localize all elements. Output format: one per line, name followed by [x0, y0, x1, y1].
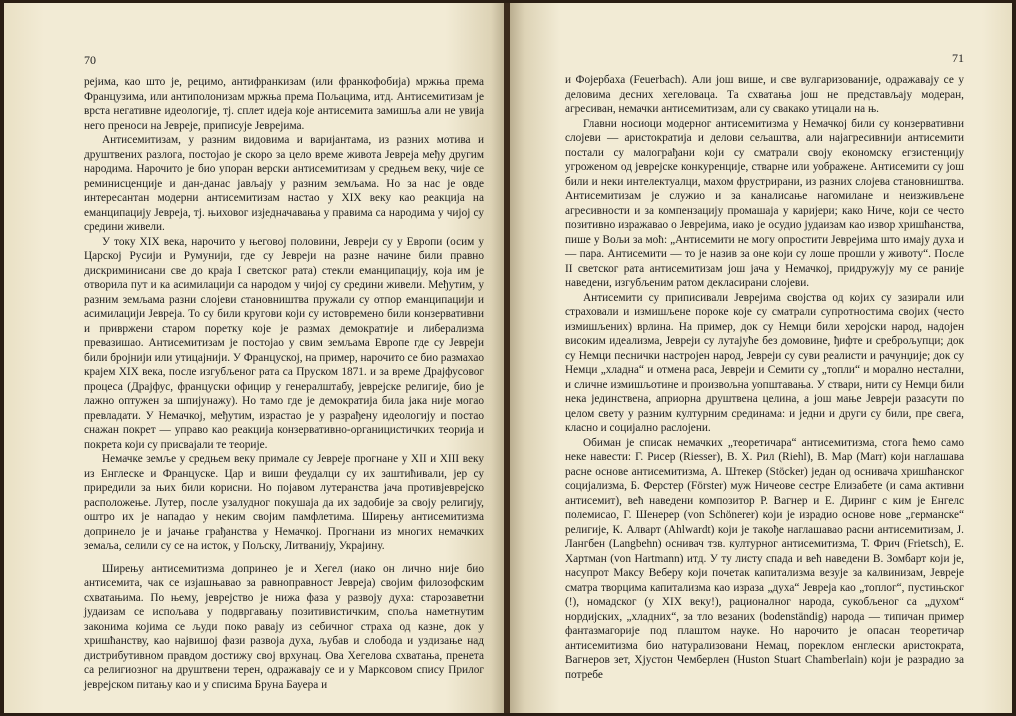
paragraph: Главни носиоци модерног антисемитизма у Немачкој били су конзервативни слојеви — аристократија и делови сељаштва, али најагресивнији антисемити постали су малограђани који су сматрали своју економску егзистенцију угроженом од јеврејске конкуренције, стварне или уображене. Антисемити су још били и неки интелектуалци, махом фрустрирани, из разних слојева становништва. Антисемитизам је служио и за каналисање нагомилане и неизживљене агресивности и за компензацију промашаја у каријери; како Ниче, који се често позитивно изражавао о Јеврејима, иако је осудио јудаизам као извор хришћанства, пише у Вољи за моћ: „Антисемити не могу опростити Јеврејима што имају духа и — пара. Антисемити — то је назив за оне који су лоше прошли у животу“. После II светског рата антисемитизам још јача у Немачкој, придружују му се раније наведени, изгубљеним ратом декласирани слојеви. [565, 117, 964, 289]
page-number-right: 71 [952, 51, 964, 65]
book-spread [4, 3, 1012, 713]
paragraph: Ширењу антисемитизма допринео је и Хегел (иако он лично није био антисемита, чак се изјашњавао за равноправност Јевреја) својим филозофским схватањима. По њему, јеврејство је нижа фаза у развоју духа: старозаветни јудаизам се испољава у подвргавању позитивистичким, споља наметнутим законима којима се људи поко равају из себичног страха од казне, док у хришћанству, као највишој фази развоја духа, љубав и слобода и уздизање над дистрибутивном правдом достижу свој врхунац. Ова Хегелова схватања, пренета са религиозног на друштвени терен, одражавају се и у Марксовом спису Прилог јеврејском питању као и у списима Бруна Бауера и [84, 562, 484, 691]
page-number-left: 70 [84, 53, 96, 67]
paragraph: Немачке земље у средњем веку примале су Јевреје прогнане у XII и XIII веку из Енглеске и Француске. Цар и виши феудалци су их заштићивали, јер су приредили за њих били корисни. Но појавом лутеранства јача противјеврејско расположење. Лутер, после узалудног покушаја да их задобије за своју религију, оштро их је нападао у неким својим памфлетима. Ширењу антисемитизма допринело је и јачање грађанства у Немачкој. Прогнани из многих немачких земаља, селили су се на исток, у Пољску, Литванију, Украјину. [84, 453, 484, 552]
right-page [510, 3, 1012, 713]
paragraph: Антисемити су приписивали Јеврејима својства од којих су зазирали или страховали и измишљене пороке које су сматрали супротностима својих (често измишљених) врлина. На пример, док су Немци били херојски народ, надојен високим идеализма, Јевреји су лутајуће без домовине, ђифте и среброљупци; док су Немци песнички настројен народ, Јевреји су суви реалисти и рачунџије; док су Немци „хладна“ и отмена раса, Јевреји и Семити су „топли“ и морално нестални, и сличне измишљотине и произвољна уопштавања. У ствари, нити су Немци били нека јединствена, априорна друштвена целина, а још мање Јевреји разасути по целом свету у разним културним срединама: и једни и други су били, пре свега, класно и социјално раслојени. [565, 291, 964, 434]
left-page-body [84, 75, 484, 692]
paragraph: Обиман је списак немачких „теоретичара“ антисемитизма, стога ћемо само неке навести: Г. Рисер (Riesser), В. Х. Рил (Riehl), В. Мар (Marr) који наглашава расне основе антисемитизма, А. Штекер (Stöcker) један од оснивача хришћанског социјализма, Б. Ферстер (Förster) муж Ничеове сестре Елизабете (и сама активни антисемит), већ наведени композитор Р. Вагнер и Е. Диринг с ким је Енгелс полемисао, Г. Шенерер (von Schönerer) који је израдио основе нове „германске“ религије, К. Алварт (Ahlwardt) који је такође наглашавао расни антисемитизам, Ј. Лангбен (Langbehn) оснивач тзв. културног антисемитизма, Т. Фрич (Frietsch), Е. Хартман (von Hartmann) итд. У ту листу спада и већ наведени В. Зомбарт који је, насупрот Максу Веберу који почетак капитализма везује за калвинизам, Јевреје сматра творцима капитализма као израза „духа“ Јевреја као „топлог“, пустињског (!), номадског (у XIX веку!), рационалног народа, сукобљеног са „духом“ нордијских, „хладних“, за тло везаних (bodenständig) народа — типичан пример фантазмагорије под плаштом науке. Но нарочито је опасан теоретичар антисемитизма био натурализовани Немац, пореклом енглески аристократа, Вагнеров зет, Хјустон Чемберлен (Huston Stuart Chamberlain) који је разрадио за потребе [565, 436, 964, 681]
right-page-body [565, 73, 964, 682]
paragraph: и Фојербаха (Feuerbach). Али још више, и све вулгаризованије, одражавају се у деловима десних хегеловаца. Та схватања још не представљају модеран, агресиван, немачки антисемитизам, али су свакако утицали на њ. [565, 74, 964, 115]
paragraph: У току XIX века, нарочито у његовој половини, Јевреји су у Европи (осим у Царској Русији и Румунији, где су Јевреји на разне начине били правно дискриминисани све до краја I светског рата) стекли еманципацију, која им је отворила пут и ка асимилацији са народом у чијој су средини живели. Међутим, у разним земљама разни слојеви становништва пружали су отпор еманципацији и асимилацији Јевреја. То су били кругови који су истовремено били конзервативни и привржени старом поретку које је размах демократије и либерализма превазишао. Антисемитизам је постојао у свим земљама Европе где су Јевреји били бројнији или утицајнији. У Француској, на пример, нарочито се био размахао крајем XIX века, после изгубљеног рата са Пруском 1871. и за време Драјфусовог процеса (Драјфус, француски официр у генералштабу, јеврејске религије, био је лажно оптужен за шпијунажу). Но тамо где је демократија била јака није могао превладати. У Немачкој, међутим, израстао је у разрађену идеологију и постао снажан покрет — управо као реакција конзервативно-органицистичких теорија и покрета који су присвајали те теорије. [84, 235, 485, 451]
left-page [4, 3, 506, 713]
paragraph: Антисемитизам, у разним видовима и варијантама, из разних мотива и друштвених разлога, постојао је скоро за цело време живота Јевреја међу другим народима. Нарочито је био упоран верски антисемитизам у средњем веку, чије се реминисценције и дан-данас јављају у разним земљама. Но за нас је овде интересантан модерни антисемитизам настао у XIX веку као реакција на еманципацију Јевреја, тј. њиховог изједначавања у правима са народима у чијој су средини живели. [84, 134, 484, 233]
paragraph: рејима, као што је, рецимо, антифранкизам (или франкофобија) мржња према Французима, или антиполонизам мржња према Пољацима, итд. Антисемитизам је врста негативне идеологије, тј. сплет идеја које антисемита замишља али не увија него преноси на Јевреје, приписује Јеврејима. [84, 76, 484, 132]
